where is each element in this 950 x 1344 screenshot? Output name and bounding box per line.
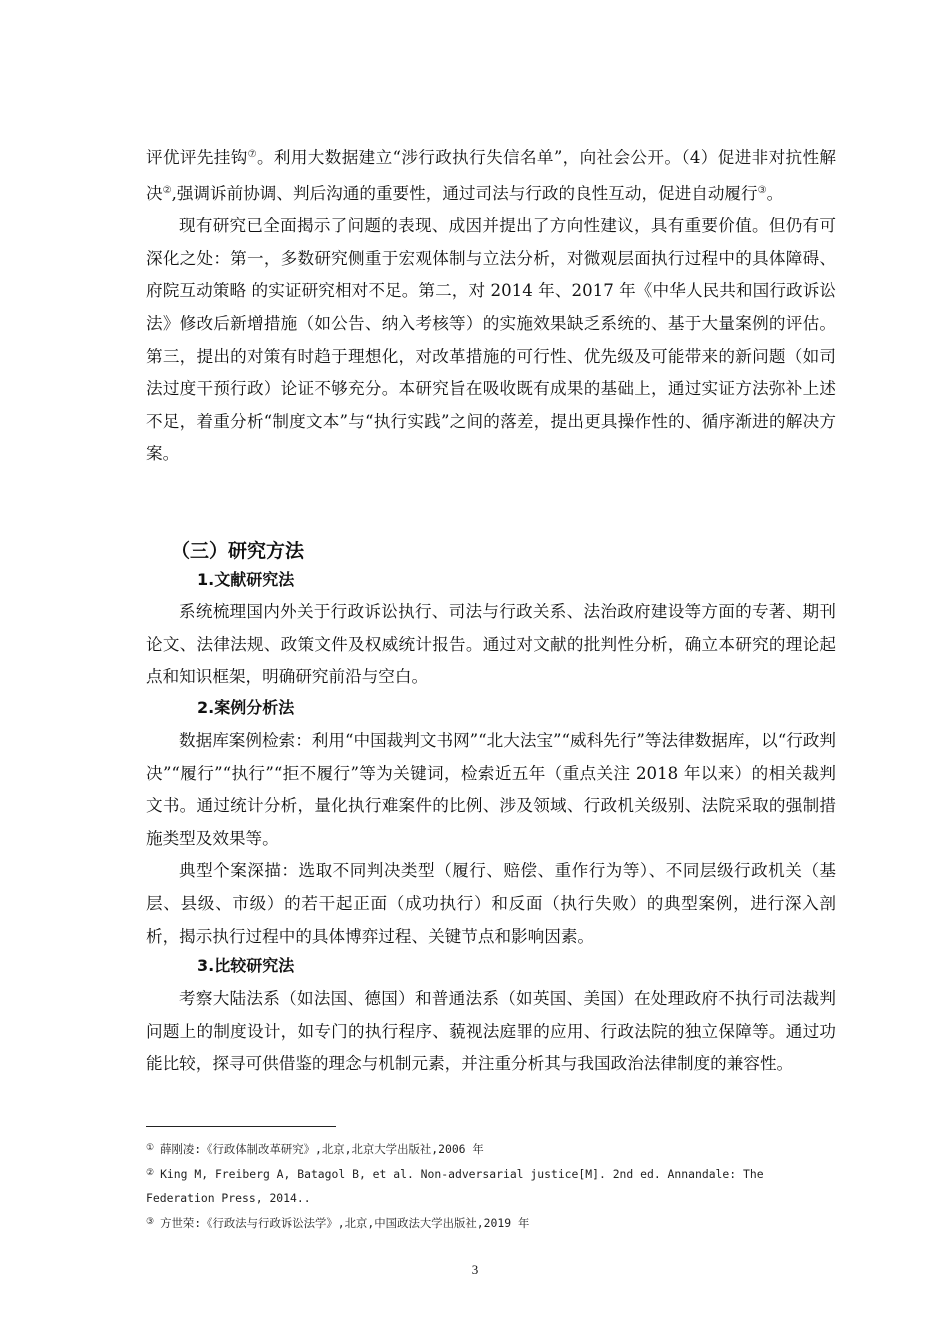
text-run: ,强调诉前协调、判后沟通的重要性，通过司法与行政的良性互动，促进自动履行 (171, 183, 758, 203)
text-run: 。利用大数据建立“涉行政执行失信名单”，向社会公开。（4）促进非对抗性解决 (146, 148, 837, 203)
footnote-mark: ② (146, 1168, 155, 1178)
top-paragraphs (146, 139, 836, 471)
text-run: 。 (766, 183, 784, 203)
footnote-1 (146, 1136, 836, 1161)
footnotes (146, 1136, 836, 1235)
method-heading-case: 2.案例分析法 (197, 698, 295, 717)
method-heading-comparative: 3.比较研究法 (197, 956, 295, 975)
paragraph: 系统梳理国内外关于行政诉讼执行、司法与行政关系、法治政府建设等方面的专著、期刊论文、法律法规、政策文件及权威统计报告。通过对文献的批判性分析，确立本研究的理论起点和知识框架，明确研究前沿与空白。 (146, 602, 836, 687)
paragraph-continuation (146, 139, 836, 210)
footnote-mark: ③ (146, 1217, 155, 1227)
method-heading-literature: 1.文献研究法 (197, 570, 295, 589)
footnote-2 (146, 1161, 836, 1210)
footnote-text: 薛刚凌:《行政体制改革研究》,北京,北京大学出版社,2006 年 (160, 1142, 484, 1156)
paragraph-research-gaps (146, 210, 836, 471)
footnote-ref[interactable]: ⑦ (247, 149, 257, 160)
section-heading: （三）研究方法 (171, 540, 305, 562)
page-number: 3 (471, 1262, 479, 1277)
paragraph: 数据库案例检索：利用“中国裁判文书网”“北大法宝”“威科先行”等法律数据库，以“行政判决”“履行”“执行”“拒不履行”等为关键词，检索近五年（重点关注 2018 年以来）的相关裁判文书。通过统计分析，量化执行难案件的比例、涉及领域、行政机关级别、法院采取的强制措施类型及效果等。 (146, 731, 836, 848)
footnote-text: 方世荣:《行政法与行政诉讼法学》,北京,中国政法大学出版社,2019 年 (160, 1216, 530, 1230)
footnote-mark: ① (146, 1143, 155, 1153)
footnote-3 (146, 1210, 836, 1235)
footnote-divider (146, 1126, 336, 1127)
method-body-comparative (146, 983, 836, 1081)
paragraph: 考察大陆法系（如法国、德国）和普通法系（如英国、美国）在处理政府不执行司法裁判问题上的制度设计，如专门的执行程序、藐视法庭罪的应用、行政法院的独立保障等。通过功能比较，探寻可供借鉴的理念与机制元素，并注重分析其与我国政治法律制度的兼容性。 (146, 989, 836, 1074)
paragraph: 典型个案深描：选取不同判决类型（履行、赔偿、重作行为等）、不同层级行政机关（基层、县级、市级）的若干起正面（成功执行）和反面（执行失败）的典型案例，进行深入剖析，揭示执行过程中的具体博弈过程、关键节点和影响因素。 (146, 861, 836, 946)
text-run: 现有研究已全面揭示了问题的表现、成因并提出了方向性建议，具有重要价值。但仍有可深化之处：第一，多数研究侧重于宏观体制与立法分析，对微观层面执行过程中的具体障碍、府院互动策略 的实证研究相对不足。第二，对 2014 年、2017 年《中华人民共和国行政诉讼法》修改后新增措施（如公告、纳入考核等）的实施效果缺乏系统的、基于大量案例的评估。第三，提出的对策有时趋于理想化，对改革措施的可行性、优先级及可能带来的新问题（如司法过度干预行政）论证不够充分。本研究旨在吸收既有成果的基础上，通过实证方法弥补上述不足，着重分析“制度文本”与“执行实践”之间的落差，提出更具操作性的、循序渐进的解决方案。 (146, 216, 836, 464)
footnote-text: King M, Freiberg A, Batagol B, et al. Non-adversarial justice[M]. 2nd ed. Annandale: The Federation Press, 2014.. (146, 1167, 764, 1205)
footnote-ref[interactable]: ③ (757, 184, 767, 196)
method-body-literature (146, 596, 836, 694)
footnote-ref[interactable]: ② (162, 184, 172, 196)
text-run: 评优评先挂钩 (146, 148, 248, 167)
method-body-case (146, 725, 836, 953)
